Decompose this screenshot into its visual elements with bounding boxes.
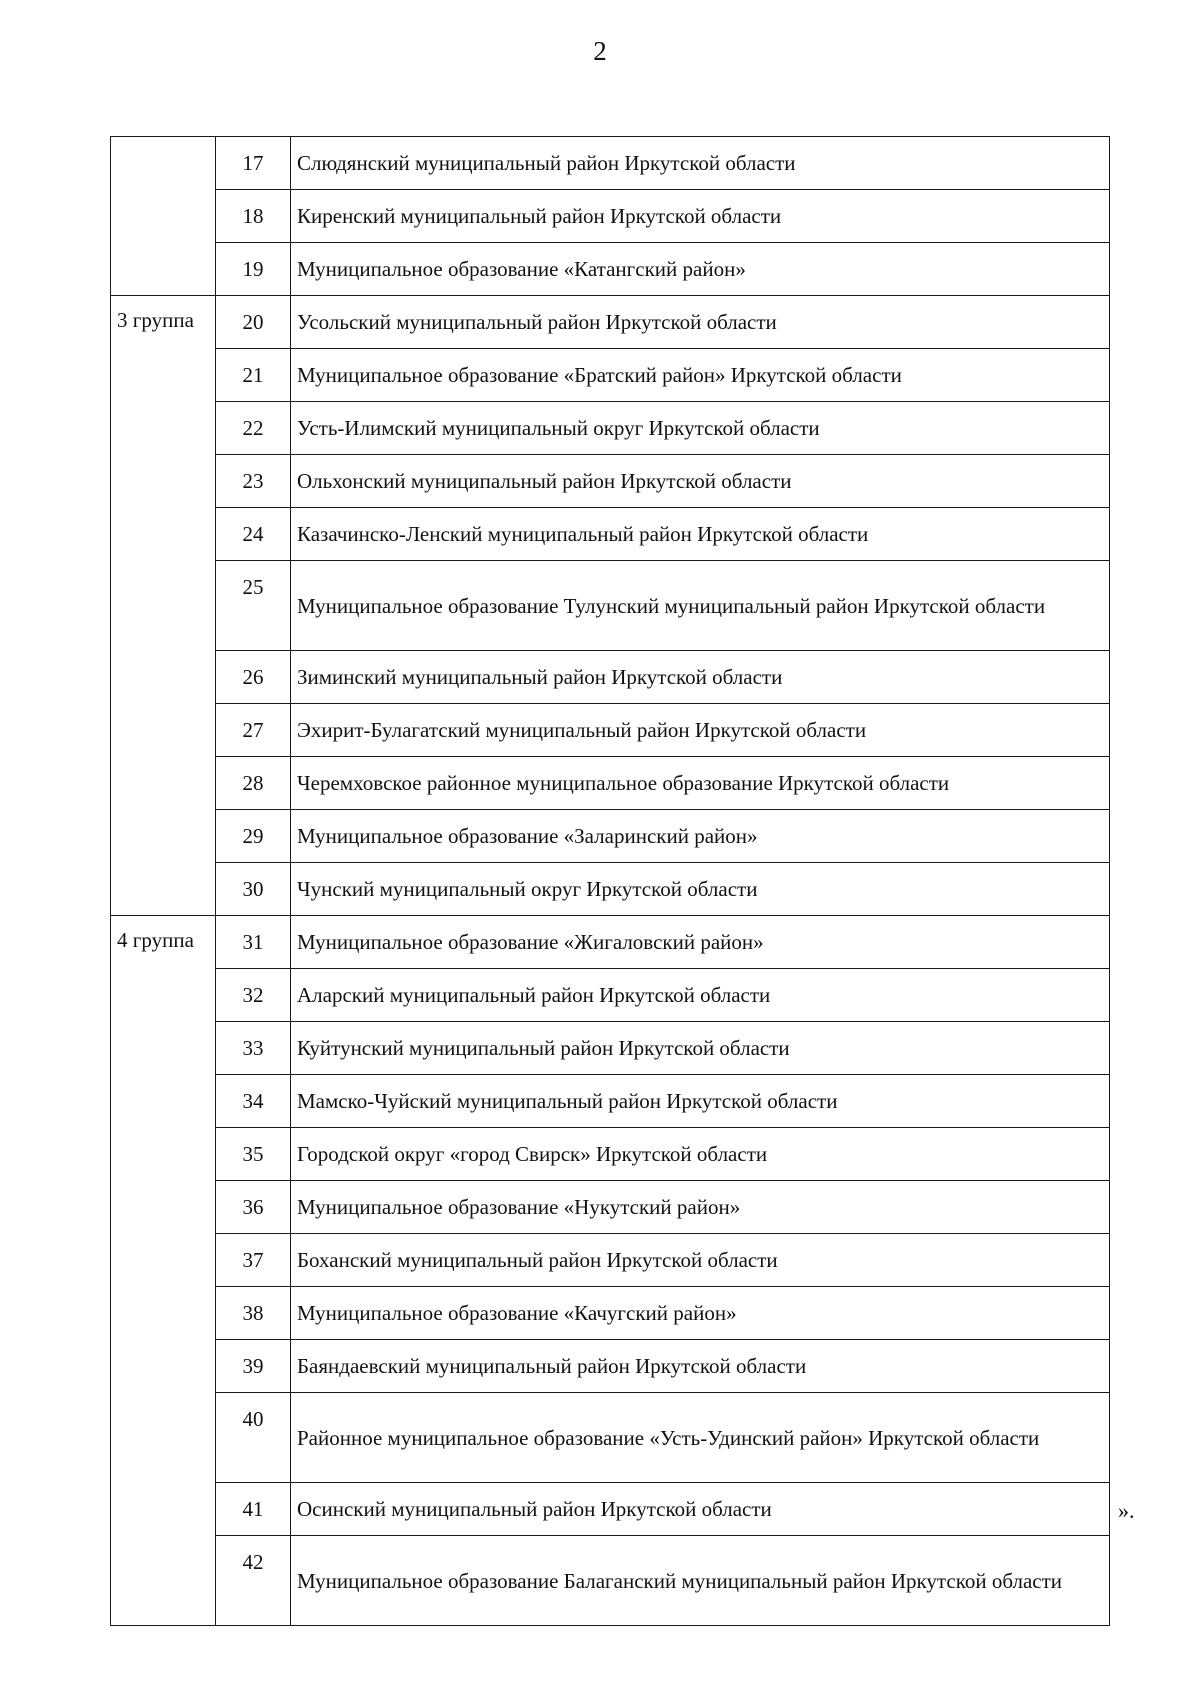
row-number: 23 (216, 455, 291, 508)
row-number: 22 (216, 402, 291, 455)
group-cell (111, 296, 216, 916)
row-number: 27 (216, 704, 291, 757)
row-number: 21 (216, 349, 291, 402)
municipality-name: Осинский муниципальный район Иркутской области (291, 1483, 1110, 1536)
row-number: 33 (216, 1022, 291, 1075)
table-row (111, 969, 1110, 1022)
table-row (111, 508, 1110, 561)
page-number: 2 (593, 36, 607, 66)
municipality-name: Слюдянский муниципальный район Иркутской области (291, 137, 1110, 190)
municipality-name: Чунский муниципальный округ Иркутской области (291, 863, 1110, 916)
table-row (111, 1340, 1110, 1393)
row-number: 29 (216, 810, 291, 863)
row-number: 42 (216, 1536, 291, 1626)
group-label: 4 группа (117, 928, 194, 952)
table-row (111, 561, 1110, 651)
table-row (111, 402, 1110, 455)
municipality-name: Муниципальное образование Тулунский муниципальный район Иркутской области (291, 561, 1110, 651)
municipality-name: Казачинско-Ленский муниципальный район Иркутской области (291, 508, 1110, 561)
table-row (111, 1075, 1110, 1128)
table-row (111, 190, 1110, 243)
municipality-name: Черемховское районное муниципальное образование Иркутской области (291, 757, 1110, 810)
row-number: 38 (216, 1287, 291, 1340)
municipality-table (110, 136, 1110, 1626)
group-cell (111, 916, 216, 1626)
municipality-name: Аларский муниципальный район Иркутской области (291, 969, 1110, 1022)
municipality-name: Баяндаевский муниципальный район Иркутской области (291, 1340, 1110, 1393)
row-number: 40 (216, 1393, 291, 1483)
row-number: 28 (216, 757, 291, 810)
municipality-name: Муниципальное образование «Нукутский район» (291, 1181, 1110, 1234)
municipality-name: Муниципальное образование «Катангский район» (291, 243, 1110, 296)
row-number: 32 (216, 969, 291, 1022)
table-row (111, 1287, 1110, 1340)
municipality-name: Муниципальное образование Балаганский муниципальный район Иркутской области (291, 1536, 1110, 1626)
municipality-name: Мамско-Чуйский муниципальный район Иркутской области (291, 1075, 1110, 1128)
row-number: 20 (216, 296, 291, 349)
group-cell (111, 137, 216, 296)
table-row (111, 296, 1110, 349)
table-row (111, 1483, 1110, 1536)
municipality-name: Усть-Илимский муниципальный округ Иркутской области (291, 402, 1110, 455)
row-number: 17 (216, 137, 291, 190)
table-row (111, 810, 1110, 863)
table-row (111, 863, 1110, 916)
municipality-name: Боханский муниципальный район Иркутской области (291, 1234, 1110, 1287)
table-row (111, 1393, 1110, 1483)
municipality-name: Муниципальное образование «Качугский район» (291, 1287, 1110, 1340)
table-row (111, 1128, 1110, 1181)
municipality-name: Районное муниципальное образование «Усть-Удинский район» Иркутской области (291, 1393, 1110, 1483)
row-number: 18 (216, 190, 291, 243)
row-number: 34 (216, 1075, 291, 1128)
row-number: 26 (216, 651, 291, 704)
row-number: 35 (216, 1128, 291, 1181)
municipality-name: Зиминский муниципальный район Иркутской области (291, 651, 1110, 704)
municipality-name: Городской округ «город Свирск» Иркутской области (291, 1128, 1110, 1181)
table-row (111, 757, 1110, 810)
row-number: 36 (216, 1181, 291, 1234)
closing-quote-mark: ». (1118, 1498, 1135, 1523)
row-number: 41 (216, 1483, 291, 1536)
table-row (111, 349, 1110, 402)
row-number: 37 (216, 1234, 291, 1287)
municipality-name: Ольхонский муниципальный район Иркутской области (291, 455, 1110, 508)
municipality-name: Муниципальное образование «Братский район» Иркутской области (291, 349, 1110, 402)
municipality-name: Муниципальное образование «Заларинский район» (291, 810, 1110, 863)
table-row (111, 704, 1110, 757)
table-row (111, 243, 1110, 296)
table-row (111, 651, 1110, 704)
municipality-name: Муниципальное образование «Жигаловский район» (291, 916, 1110, 969)
table-row (111, 916, 1110, 969)
row-number: 31 (216, 916, 291, 969)
row-number: 30 (216, 863, 291, 916)
row-number: 19 (216, 243, 291, 296)
table-row (111, 1181, 1110, 1234)
table-row (111, 455, 1110, 508)
table-row (111, 1022, 1110, 1075)
row-number: 39 (216, 1340, 291, 1393)
table-row (111, 137, 1110, 190)
table-row (111, 1536, 1110, 1626)
table-row (111, 1234, 1110, 1287)
group-label: 3 группа (117, 308, 194, 332)
municipality-name: Усольский муниципальный район Иркутской области (291, 296, 1110, 349)
municipality-name: Эхирит-Булагатский муниципальный район Иркутской области (291, 704, 1110, 757)
municipality-name: Киренский муниципальный район Иркутской области (291, 190, 1110, 243)
municipality-name: Куйтунский муниципальный район Иркутской области (291, 1022, 1110, 1075)
row-number: 25 (216, 561, 291, 651)
row-number: 24 (216, 508, 291, 561)
